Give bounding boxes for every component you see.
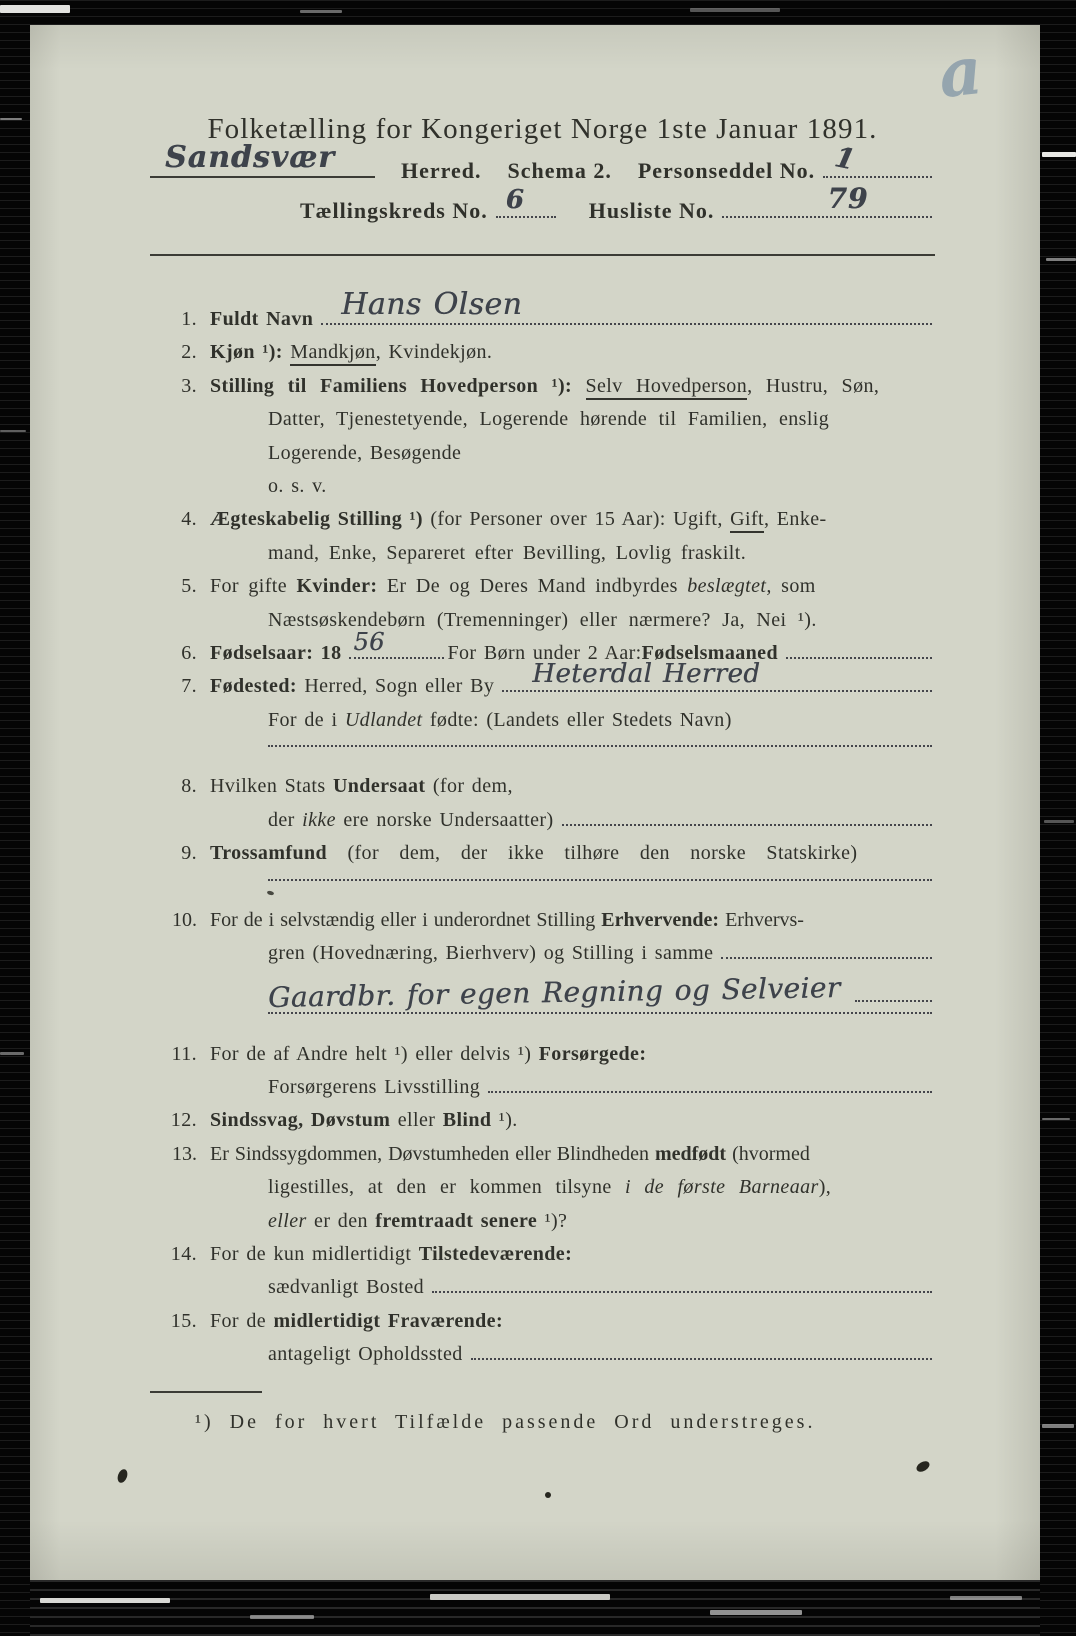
form-item-10-line-3 <box>153 970 935 1014</box>
form-item-5-line-2 <box>153 609 935 642</box>
dotted-underline <box>268 1009 932 1014</box>
text-segment: (for Personer over 15 Aar): Ugift, <box>430 508 731 531</box>
underlined-option: Mandkjøn <box>290 341 375 366</box>
form-item-14-line-2 <box>153 1276 935 1309</box>
form-item-7-line-1 <box>153 659 935 708</box>
text-segment: For de kun midlertidigt <box>210 1242 419 1265</box>
text-segment: ligestilles, at den er kommen tilsyne <box>268 1176 626 1199</box>
form-item-13-line-2 <box>153 1176 935 1209</box>
scan-noise-streak <box>0 118 22 120</box>
scan-border-left <box>0 0 30 1636</box>
italic-segment: eller <box>268 1209 307 1232</box>
scan-border-bottom <box>0 1580 1076 1636</box>
text-segment: (for dem, der ikke tilhøre den norske Statskirke) <box>347 842 858 865</box>
scan-noise-streak <box>1046 258 1076 261</box>
dotted-underline <box>268 742 932 747</box>
item-number: 12. <box>170 1109 197 1132</box>
handwritten-personseddel-no: 1 <box>831 140 859 177</box>
corner-pencil-annotation: a <box>935 30 986 114</box>
dotted-underline <box>349 627 444 659</box>
handwritten-full-name: Hans Olsen <box>341 287 523 322</box>
field-label: Fødested: <box>210 675 305 698</box>
handwritten-birthplace: Heterdal Herred <box>532 659 761 690</box>
ink-speck <box>545 1492 551 1498</box>
form-item-3-line-4 <box>153 475 935 508</box>
scan-noise-streak <box>950 1596 1022 1600</box>
form-item-11-line-1 <box>153 1043 935 1076</box>
handwritten-district: Sandsvær <box>165 140 335 175</box>
dotted-underline <box>488 1088 932 1093</box>
text-segment: Hvilken Stats <box>210 775 333 798</box>
scan-noise-streak <box>250 1615 314 1619</box>
item-number: 3. <box>181 374 197 397</box>
form-item-13-line-3 <box>153 1210 935 1243</box>
scan-noise-streak <box>0 430 26 432</box>
text-segment: mand, Enke, Separeret efter Bevilling, Lovlig fraskilt. <box>268 541 747 564</box>
ink-speck <box>116 1468 129 1484</box>
form-item-4-line-2 <box>153 542 935 575</box>
field-label: Trossamfund <box>210 842 348 865</box>
field-label: Kvinder: <box>296 575 387 598</box>
form-item-14-line-1 <box>153 1243 935 1276</box>
text-segment: , Kvindekjøn. <box>375 341 493 364</box>
form-item-15-line-1 <box>153 1310 935 1343</box>
dotted-underline <box>722 182 932 218</box>
form-item-8-line-1 <box>153 775 935 808</box>
scan-noise-streak <box>1042 152 1076 157</box>
field-label: Tilstedeværende: <box>418 1242 573 1265</box>
form-item-10-line-1 <box>153 909 935 942</box>
text-segment: Er Sindssygdommen, Døvstumheden eller Blindheden <box>210 1142 655 1165</box>
form-item-1 <box>153 287 935 341</box>
dotted-underline <box>502 659 932 692</box>
scan-noise-streak <box>1044 820 1074 823</box>
form-item-3-line-3 <box>153 442 935 475</box>
item-number: 9. <box>181 842 197 865</box>
text-segment: Næstsøskendebørn (Tremenninger) eller nærmere? Ja, Nei ¹). <box>268 608 817 631</box>
italic-segment: beslægtet, <box>687 575 772 598</box>
field-label: Fødselsmaaned <box>641 641 778 664</box>
header-line-kreds <box>300 182 935 224</box>
text-segment: (for dem, <box>432 775 513 798</box>
field-label: Kjøn ¹): <box>210 341 291 364</box>
text-segment: ¹)? <box>537 1209 568 1232</box>
text-segment: fødte: (Landets eller Stedets Navn) <box>422 708 732 731</box>
form-item-3-line-1 <box>153 375 935 408</box>
scan-border-top <box>0 0 1076 25</box>
scan-noise-streak <box>40 1598 170 1603</box>
field-label: Ægteskabelig Stilling ¹) <box>210 508 431 531</box>
field-label: Erhvervende: <box>601 909 726 932</box>
text-segment: For gifte <box>210 575 297 598</box>
field-label: Fraværende: <box>387 1309 504 1332</box>
district-label: Herred. <box>401 158 482 183</box>
item-number: 6. <box>181 641 197 664</box>
dotted-underline <box>823 140 932 178</box>
text-segment: (hvormed <box>732 1142 810 1165</box>
scan-noise-streak <box>710 1610 802 1615</box>
field-label: Fødselsaar: 18 <box>210 641 342 664</box>
text-segment: ¹). <box>491 1109 518 1132</box>
schema-label: Schema 2. <box>507 158 612 183</box>
field-label: Stilling til Familiens Hovedperson ¹): <box>210 374 586 397</box>
field-label: fremtraadt senere <box>375 1209 538 1232</box>
text-segment: For de i <box>268 708 345 731</box>
dotted-underline <box>721 954 932 959</box>
text-segment: , Hustru, Søn, <box>747 374 880 397</box>
header-divider-rule <box>150 254 935 256</box>
form-item-7-line-3 <box>153 742 935 775</box>
dotted-underline <box>321 287 932 325</box>
text-segment: ere norske Undersaatter) <box>335 808 554 831</box>
handwritten-husliste-no: 79 <box>827 182 869 215</box>
field-label: Fuldt Navn <box>210 308 314 330</box>
form-item-11-line-2 <box>153 1076 935 1109</box>
italic-segment: ikke <box>302 808 336 831</box>
text-segment: Forsørgerens Livsstilling <box>268 1075 481 1098</box>
page-title: Folketælling for Kongeriget Norge 1ste Januar 1891. <box>207 113 878 145</box>
scan-noise-streak <box>690 8 780 12</box>
form-item-2 <box>153 341 935 374</box>
form-items <box>153 287 935 1377</box>
text-segment: Datter, Tjenestetyende, Logerende hørende til Familien, enslig <box>268 408 830 431</box>
district-blank-line <box>150 140 375 178</box>
scan-border-right <box>1040 0 1076 1636</box>
scan-noise-streak <box>0 5 70 13</box>
scan-noise-streak <box>300 10 342 13</box>
text-segment: , Enke- <box>764 508 827 531</box>
dotted-underline <box>496 185 556 218</box>
scan-noise-streak <box>0 1052 24 1055</box>
scan-noise-streak <box>430 1594 610 1600</box>
form-item-7-line-2 <box>153 709 935 742</box>
text-segment: Logerende, Besøgende <box>268 441 462 464</box>
field-label: Blind <box>442 1109 492 1132</box>
item-number: 14. <box>170 1242 197 1265</box>
text-segment: gren (Hovednæring, Bierhverv) og Stilling i samme <box>268 942 714 965</box>
text-segment: der <box>268 808 303 831</box>
tellingskreds-label: Tællingskreds No. <box>300 198 488 223</box>
personseddel-label: Personseddel No. <box>637 158 816 183</box>
handwritten-kreds-no: 6 <box>505 185 525 215</box>
item-number: 15. <box>170 1309 197 1332</box>
item-number: 8. <box>181 775 197 798</box>
item-number: 1. <box>181 308 197 330</box>
text-segment: Er De og Deres Mand indbyrdes <box>386 575 688 598</box>
text-segment: er den <box>306 1209 376 1232</box>
form-item-13-line-1 <box>153 1143 935 1176</box>
text-segment: ), <box>818 1176 832 1199</box>
text-segment: Herred, Sogn eller By <box>304 675 495 698</box>
text-segment: eller <box>397 1109 443 1132</box>
item-number: 2. <box>181 341 197 364</box>
text-segment: For Børn under 2 Aar: <box>447 641 642 664</box>
item-number: 7. <box>181 675 197 698</box>
field-label: Undersaat <box>332 775 433 798</box>
handwritten-birth-year: 56 <box>353 627 385 656</box>
handwritten-occupation: Gaardbr. for egen Regning og Selveier <box>267 970 841 1014</box>
footnote: ¹) De for hvert Tilfælde passende Ord understreges. <box>195 1410 816 1433</box>
text-segment: antageligt Opholdssted <box>268 1343 463 1366</box>
text-segment: For de <box>210 1309 274 1332</box>
underlined-option: Selv Hovedperson <box>586 375 748 400</box>
footnote-divider-rule <box>150 1391 262 1393</box>
dotted-underline <box>562 821 933 826</box>
dotted-underline <box>268 876 932 881</box>
item-number: 5. <box>181 575 197 598</box>
italic-segment: Udlandet <box>344 708 423 731</box>
item-number: 4. <box>181 508 197 531</box>
text-segment: o. s. v. <box>268 474 327 497</box>
item-number: 13. <box>172 1142 197 1165</box>
form-item-8-line-2 <box>153 809 935 842</box>
form-item-3-line-2 <box>153 408 935 441</box>
header-line-district <box>150 140 935 184</box>
text-segment: Erhvervs- <box>725 909 804 932</box>
form-item-5-line-1 <box>153 575 935 608</box>
form-item-12 <box>153 1109 935 1142</box>
text-segment: sædvanligt Bosted <box>268 1276 425 1299</box>
underlined-option: Gift <box>730 508 764 533</box>
text-segment: For de i selvstændig eller i underordnet Stilling <box>210 909 602 932</box>
italic-segment: i de første Barneaar <box>625 1176 819 1199</box>
dotted-underline <box>786 654 932 659</box>
scan-noise-streak <box>1042 1118 1070 1120</box>
form-item-4-line-1 <box>153 508 935 541</box>
field-label: Forsørgede: <box>538 1042 647 1065</box>
census-form-paper <box>30 25 1040 1580</box>
form-item-9-line-1 <box>153 842 935 875</box>
scan-noise-streak <box>1042 1424 1074 1428</box>
item-number: 10. <box>172 909 197 932</box>
dotted-underline <box>432 1288 932 1293</box>
field-label: midlertidigt <box>273 1309 388 1332</box>
text-segment: som <box>771 575 816 598</box>
dotted-underline <box>471 1355 932 1360</box>
field-label: Sindssvag, Døvstum <box>210 1109 398 1132</box>
item-number: 11. <box>171 1042 197 1065</box>
husliste-label: Husliste No. <box>588 198 715 223</box>
form-item-10-line-4 <box>153 1009 935 1042</box>
dotted-underline <box>855 997 932 1002</box>
field-label: medfødt <box>654 1142 733 1165</box>
text-segment: For de af Andre helt ¹) eller delvis ¹) <box>210 1042 539 1065</box>
ink-speck <box>915 1459 932 1474</box>
form-item-15-line-2 <box>153 1343 935 1376</box>
